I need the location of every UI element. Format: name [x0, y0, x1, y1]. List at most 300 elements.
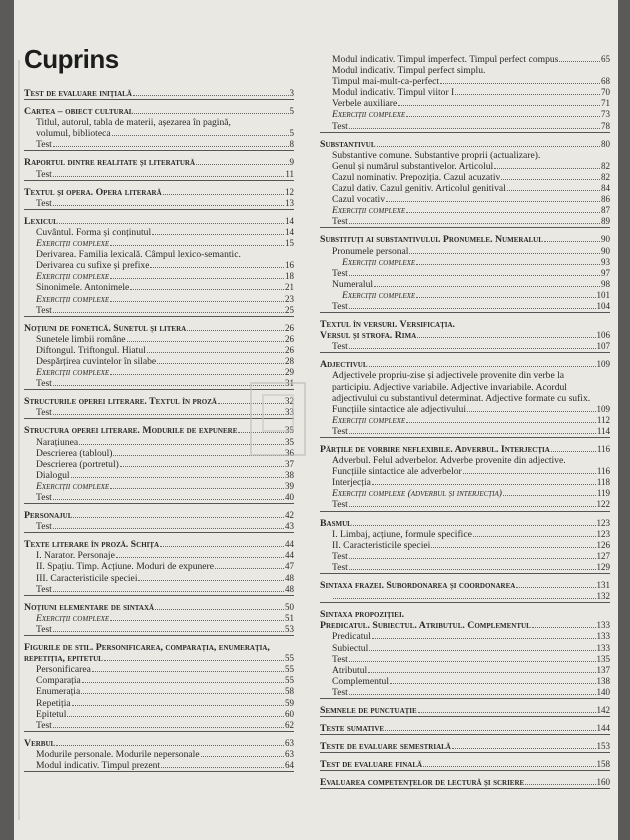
toc-section — [24, 187, 294, 210]
toc-entry-title: Modul indicativ. Timpul perfect simplu. — [332, 65, 486, 77]
toc-entry-title: Cartea – obiect cultural — [24, 106, 134, 118]
toc-entry — [320, 676, 610, 687]
toc-entry — [320, 591, 610, 602]
toc-entry-title: Test — [332, 120, 348, 132]
toc-heading — [320, 705, 610, 716]
toc-entry — [320, 477, 610, 488]
dot-leader — [385, 730, 595, 731]
toc-section — [24, 642, 294, 732]
toc-entry-title: Test — [36, 139, 52, 151]
section-rule — [24, 771, 294, 772]
toc-page-number: 11 — [285, 168, 294, 179]
page-title: Cuprins — [24, 44, 119, 74]
dot-leader — [374, 286, 600, 287]
dot-leader — [112, 135, 289, 136]
toc-page-number: 5 — [289, 106, 294, 117]
toc-entry-title: Predicatul — [332, 631, 371, 643]
toc-entry-title: Sintaxa propoziției. — [320, 609, 405, 621]
dot-leader — [372, 638, 596, 639]
toc-entry-title: Sunetele limbii române — [36, 333, 126, 345]
toc-entry-title: Figurile de stil. Personificarea, comparația, enumerația, — [24, 642, 270, 654]
toc-entry — [320, 404, 610, 415]
toc-entry-title: Exerciții complexe — [36, 612, 110, 624]
toc-entry — [24, 169, 294, 180]
dot-leader — [349, 433, 596, 434]
toc-entry-title: Cazul vocativ — [332, 194, 386, 206]
dot-leader — [409, 253, 600, 254]
dot-leader — [516, 587, 595, 588]
toc-page-number: 160 — [596, 777, 610, 788]
section-rule — [320, 716, 610, 717]
dot-leader — [467, 411, 596, 412]
toc-entry — [320, 246, 610, 257]
dot-leader — [127, 341, 284, 342]
section-rule — [24, 316, 294, 317]
dot-leader — [349, 348, 596, 349]
section-rule — [320, 788, 610, 789]
dot-leader — [215, 568, 284, 569]
toc-page-number: 144 — [596, 723, 610, 734]
toc-page-number: 116 — [596, 444, 610, 454]
dot-leader — [417, 337, 595, 338]
toc-entry — [320, 194, 610, 205]
toc-page-number: 21 — [285, 282, 294, 293]
dot-leader — [532, 627, 596, 628]
toc-entry — [320, 268, 610, 279]
dot-leader — [416, 297, 595, 298]
toc-section — [320, 777, 610, 789]
toc-heading — [320, 444, 610, 455]
toc-page-number: 65 — [601, 54, 610, 64]
toc-entry-title: III. Caracteristicile speciei — [36, 572, 138, 584]
toc-entry — [320, 183, 610, 194]
toc-entry-title: Test — [332, 561, 348, 573]
toc-entry-title: Cuvântul. Forma și conținutul — [36, 226, 152, 238]
toc-entry — [320, 87, 610, 98]
dot-leader — [56, 745, 284, 746]
toc-page-number: 133 — [596, 620, 610, 631]
dot-leader — [59, 223, 284, 224]
toc-section — [320, 759, 610, 771]
dot-leader — [503, 495, 596, 496]
toc-entry-title: Derivarea cu sufixe și prefixe — [36, 260, 150, 272]
toc-page-number: 137 — [596, 664, 610, 675]
toc-entry — [320, 341, 610, 352]
section-rule — [320, 132, 610, 133]
toc-entry — [24, 282, 294, 293]
section-rule — [24, 209, 294, 210]
toc-section — [24, 539, 294, 595]
toc-entry-title: Narațiunea — [36, 436, 79, 448]
toc-entry-title: Test — [332, 300, 348, 312]
dot-leader — [423, 766, 595, 767]
dot-leader — [349, 694, 596, 695]
dot-leader — [110, 488, 284, 489]
toc-entry-title: Pronumele personal — [332, 245, 409, 257]
toc-page-number: 153 — [596, 741, 610, 752]
dot-leader — [494, 168, 600, 169]
dot-leader — [398, 105, 600, 106]
dot-leader — [133, 95, 289, 96]
toc-page-number: 26 — [285, 344, 294, 355]
toc-entry — [320, 216, 610, 227]
section-rule — [320, 698, 610, 699]
section-rule — [320, 752, 610, 753]
toc-entry — [320, 540, 610, 551]
toc-entry-title: Basmul — [320, 517, 352, 529]
toc-entry-title: Titlul, autorul, tabla de materii, așezarea în pagină, — [36, 117, 231, 129]
dot-leader — [418, 712, 596, 713]
toc-entry-title: Modul indicativ. Timpul imperfect. Timpul perfect compus — [332, 54, 559, 65]
toc-heading — [24, 539, 294, 550]
toc-heading — [24, 88, 294, 99]
toc-section — [320, 723, 610, 735]
toc-page-number: 71 — [601, 98, 610, 109]
toc-entry-title: Exerciții complexe (adverbul și interjecția) — [332, 488, 502, 500]
toc-entry-title: Exerciții complexe — [36, 480, 110, 492]
dot-leader — [349, 308, 596, 309]
toc-entry — [24, 760, 294, 771]
toc-heading — [24, 642, 294, 653]
toc-heading — [24, 653, 294, 664]
dot-leader — [349, 128, 600, 129]
toc-heading — [24, 187, 294, 198]
toc-entry-title: Modul indicativ. Timpul viitor I — [332, 87, 455, 99]
toc-heading — [320, 741, 610, 752]
section-rule — [320, 312, 610, 313]
dot-leader — [72, 705, 284, 706]
section-rule — [320, 602, 610, 603]
toc-entry — [24, 521, 294, 532]
dot-leader — [120, 466, 284, 467]
toc-entry-title: Test — [332, 550, 348, 562]
toc-entry — [24, 345, 294, 356]
section-rule — [320, 573, 610, 574]
dot-leader — [455, 94, 600, 95]
toc-section — [320, 319, 610, 353]
toc-entry — [320, 54, 610, 65]
toc-entry-title: Exerciții complexe — [36, 367, 110, 379]
toc-entry-title: Test — [332, 425, 348, 437]
toc-page-number: 9 — [289, 157, 294, 168]
toc-heading — [320, 518, 610, 529]
toc-entry — [320, 466, 610, 477]
toc-entry — [24, 624, 294, 635]
toc-entry-title: Repetiția — [36, 697, 71, 709]
dot-leader — [138, 580, 284, 581]
toc-heading — [24, 157, 294, 168]
dot-leader — [349, 558, 596, 559]
toc-entry-title: Părțile de vorbire neflexibile. Adverbul. Interjecția — [320, 444, 550, 455]
toc-page-number: 84 — [601, 183, 610, 194]
toc-page-number: 131 — [596, 580, 610, 591]
dot-leader — [440, 83, 600, 84]
toc-entry — [320, 499, 610, 510]
toc-entry — [24, 584, 294, 595]
dot-leader — [463, 473, 596, 474]
toc-entry-title: Test — [36, 304, 52, 316]
section-rule — [320, 352, 610, 353]
toc-entry-title: Atributul — [332, 664, 368, 676]
toc-entry-title: Adjectivul — [320, 359, 368, 371]
dot-leader — [551, 451, 596, 452]
watermark-logo — [250, 382, 306, 456]
toc-entry-title: Descrierea (portretul) — [36, 458, 119, 470]
toc-entry — [24, 198, 294, 209]
toc-page-number: 40 — [285, 492, 294, 502]
toc-page-number: 109 — [596, 359, 610, 370]
dot-leader — [349, 223, 600, 224]
toc-entry — [320, 205, 610, 216]
toc-entry-title: Epitetul — [36, 708, 67, 720]
dot-leader — [501, 179, 600, 180]
toc-page-number: 142 — [596, 704, 610, 715]
toc-page-number: 13 — [285, 197, 294, 208]
toc-entry-title: Noțiuni de fonetică. Sunetul și litera — [24, 322, 187, 334]
toc-entry — [24, 117, 294, 128]
toc-entry-title: Test — [36, 492, 52, 503]
toc-entry-title: Structurile operei literare. Textul în proză — [24, 396, 217, 408]
toc-heading — [320, 580, 610, 591]
toc-entry — [24, 664, 294, 675]
toc-entry-title: Cazul dativ. Cazul genitiv. Articolul genitival — [332, 183, 506, 195]
toc-entry — [24, 294, 294, 305]
toc-page-number: 82 — [601, 160, 610, 171]
toc-page-number: 36 — [285, 447, 294, 458]
toc-page-number: 123 — [596, 528, 610, 539]
toc-entry — [320, 562, 610, 573]
section-rule — [24, 503, 294, 504]
toc-entry-title: Interjecția — [332, 477, 371, 489]
toc-page-number: 86 — [601, 194, 610, 205]
toc-page-number: 16 — [285, 260, 294, 271]
toc-entry — [320, 415, 610, 426]
toc-entry — [320, 109, 610, 120]
section-rule — [320, 437, 610, 438]
toc-page-number: 42 — [285, 510, 294, 521]
toc-section — [320, 705, 610, 717]
toc-page-number: 39 — [285, 480, 294, 491]
toc-page-number: 58 — [285, 686, 294, 697]
toc-entry — [24, 749, 294, 760]
toc-page-number: 104 — [596, 300, 610, 311]
toc-section — [320, 741, 610, 753]
dot-leader — [53, 528, 284, 529]
toc-entry-title: Test — [36, 719, 52, 731]
toc-entry — [24, 260, 294, 271]
toc-page-number: 70 — [601, 87, 610, 98]
toc-page-number: 158 — [596, 759, 610, 770]
toc-entry — [24, 271, 294, 282]
toc-page-number: 60 — [285, 708, 294, 719]
toc-entry-title: Textul și opera. Opera literară — [24, 186, 162, 198]
dot-leader — [349, 661, 596, 662]
toc-page-number: 14 — [285, 215, 294, 226]
toc-right-column — [320, 54, 610, 795]
toc-heading — [320, 609, 610, 620]
toc-entry-title: II. Caracteristicile speciei — [332, 539, 431, 551]
toc-page-number: 109 — [596, 403, 610, 414]
toc-entry — [320, 631, 610, 642]
toc-page-number: 38 — [285, 469, 294, 480]
toc-entry-title: Teste de evaluare semestrială — [320, 741, 451, 753]
toc-entry-title: Exerciții complexe — [342, 256, 416, 268]
toc-entry — [320, 98, 610, 109]
toc-page-number: 44 — [285, 550, 294, 561]
dot-leader — [53, 727, 284, 728]
dot-leader — [92, 671, 284, 672]
toc-section — [320, 359, 610, 438]
dot-leader — [116, 557, 284, 558]
toc-entry-title: participiu. Adjective variabile. Adjective invariabile. Acordul — [332, 381, 567, 393]
toc-heading — [24, 738, 294, 749]
dot-leader — [134, 113, 288, 114]
toc-page-number: 15 — [285, 238, 294, 249]
toc-entry-title: Exerciții complexe — [36, 271, 110, 283]
toc-entry — [320, 393, 610, 404]
toc-heading — [24, 602, 294, 613]
toc-entry — [320, 172, 610, 183]
toc-entry-title: Exerciții complexe — [342, 289, 416, 301]
toc-page-number: 8 — [289, 139, 294, 150]
toc-entry — [24, 492, 294, 503]
section-rule — [320, 511, 610, 512]
toc-page-number: 90 — [601, 245, 610, 256]
toc-page-number: 55 — [285, 675, 294, 686]
section-rule — [24, 150, 294, 151]
toc-entry — [24, 698, 294, 709]
toc-entry — [24, 470, 294, 481]
dot-leader — [110, 374, 284, 375]
toc-heading — [320, 139, 610, 150]
toc-entry-title: Dialogul — [36, 469, 70, 481]
toc-entry — [320, 426, 610, 437]
toc-entry-title: Genul și numărul substantivelor. Articolul — [332, 160, 494, 172]
toc-entry-title: I. Limbaj, acțiune, formule specifice — [332, 528, 472, 540]
toc-entry — [24, 305, 294, 316]
toc-entry — [24, 334, 294, 345]
toc-page-number: 37 — [285, 458, 294, 469]
dot-leader — [53, 176, 284, 177]
toc-section — [320, 234, 610, 313]
toc-page-number: 135 — [596, 653, 610, 664]
toc-entry — [320, 150, 610, 161]
dot-leader — [187, 330, 284, 331]
toc-page-number: 78 — [601, 120, 610, 131]
toc-heading — [320, 759, 610, 770]
toc-page-number: 118 — [596, 477, 610, 488]
toc-entry-title: Texte literare în proză. Schița — [24, 539, 160, 551]
dot-leader — [369, 650, 595, 651]
toc-entry-title: Descrierea (tabloul) — [36, 447, 113, 459]
toc-entry-title: Test — [332, 267, 348, 279]
dot-leader — [201, 756, 284, 757]
dot-leader — [130, 289, 284, 290]
dot-leader — [431, 547, 595, 548]
toc-section — [320, 444, 610, 512]
toc-entry-title: II. Spațiu. Timp. Acțiune. Moduri de expunere — [36, 561, 214, 573]
toc-page-number: 26 — [285, 322, 294, 333]
toc-heading — [320, 620, 610, 631]
dot-leader — [452, 748, 596, 749]
toc-page-number: 50 — [285, 601, 294, 612]
toc-entry — [24, 573, 294, 584]
dot-leader — [157, 363, 284, 364]
dot-leader — [71, 477, 284, 478]
toc-heading — [320, 319, 610, 330]
toc-page-number: 55 — [285, 664, 294, 675]
toc-heading — [24, 510, 294, 521]
dot-leader — [196, 164, 288, 165]
toc-entry-title: adjectivului cu substantivul determinat. Adjective formate cu sufix. — [332, 392, 591, 404]
toc-entry-title: Complementul — [332, 675, 390, 687]
toc-page-number: 59 — [285, 697, 294, 708]
toc-page-number: 63 — [285, 748, 294, 759]
dot-leader — [377, 146, 601, 147]
toc-entry-title: Exerciții complexe — [332, 414, 406, 426]
toc-page-number: 31 — [285, 378, 294, 389]
toc-entry — [24, 561, 294, 572]
toc-entry-title: Subiectul — [332, 642, 369, 654]
dot-leader — [110, 301, 284, 302]
toc-entry-title: Evaluarea competențelor de lectură și scriere — [320, 777, 525, 789]
toc-page-number: 32 — [285, 396, 294, 407]
toc-entry — [24, 128, 294, 139]
toc-entry — [320, 665, 610, 676]
toc-entry — [24, 675, 294, 686]
toc-section — [24, 157, 294, 180]
dot-leader — [349, 506, 596, 507]
toc-page-number: 64 — [285, 759, 294, 770]
dot-leader — [53, 205, 284, 206]
toc-page-number: 133 — [596, 642, 610, 653]
toc-page-number: 5 — [289, 128, 294, 139]
toc-entry-title: Modurile personale. Modurile nepersonale — [36, 748, 200, 760]
dot-leader — [82, 682, 284, 683]
toc-entry-title: Test de evaluare inițială — [24, 88, 132, 99]
toc-entry — [24, 249, 294, 260]
toc-section — [320, 54, 610, 133]
toc-entry — [320, 654, 610, 665]
toc-page-number: 122 — [596, 499, 610, 510]
toc-entry-title: Sinonimele. Antonimele — [36, 282, 130, 294]
toc-page-number: 53 — [285, 623, 294, 634]
toc-entry-title: Lexicul — [24, 215, 58, 227]
toc-entry-title: Teste sumative — [320, 723, 385, 735]
dot-leader — [104, 660, 284, 661]
toc-entry-title: Diftongul. Triftongul. Hiatul — [36, 344, 146, 356]
toc-entry — [320, 161, 610, 172]
toc-page-number: 48 — [285, 572, 294, 583]
toc-page-number: 87 — [601, 205, 610, 216]
dot-leader — [67, 716, 284, 717]
toc-page-number: 133 — [596, 631, 610, 642]
toc-page-number: 43 — [285, 521, 294, 532]
toc-entry — [320, 529, 610, 540]
toc-section — [320, 518, 610, 574]
toc-page-number: 33 — [285, 407, 294, 418]
toc-entry-title: Verbul — [24, 737, 56, 749]
toc-page-number: 3 — [289, 88, 294, 98]
toc-entry-title: Test — [36, 623, 52, 635]
toc-entry-title: Textul în versuri. Versificația. — [320, 319, 455, 331]
toc-page-number: 63 — [285, 737, 294, 748]
toc-page-number: 119 — [596, 488, 610, 499]
dot-leader — [110, 245, 284, 246]
toc-entry-title: Verbele auxiliare — [332, 98, 398, 110]
toc-entry-title: Structura operei literare. Modurile de expunere — [24, 425, 238, 437]
dot-leader — [53, 146, 289, 147]
